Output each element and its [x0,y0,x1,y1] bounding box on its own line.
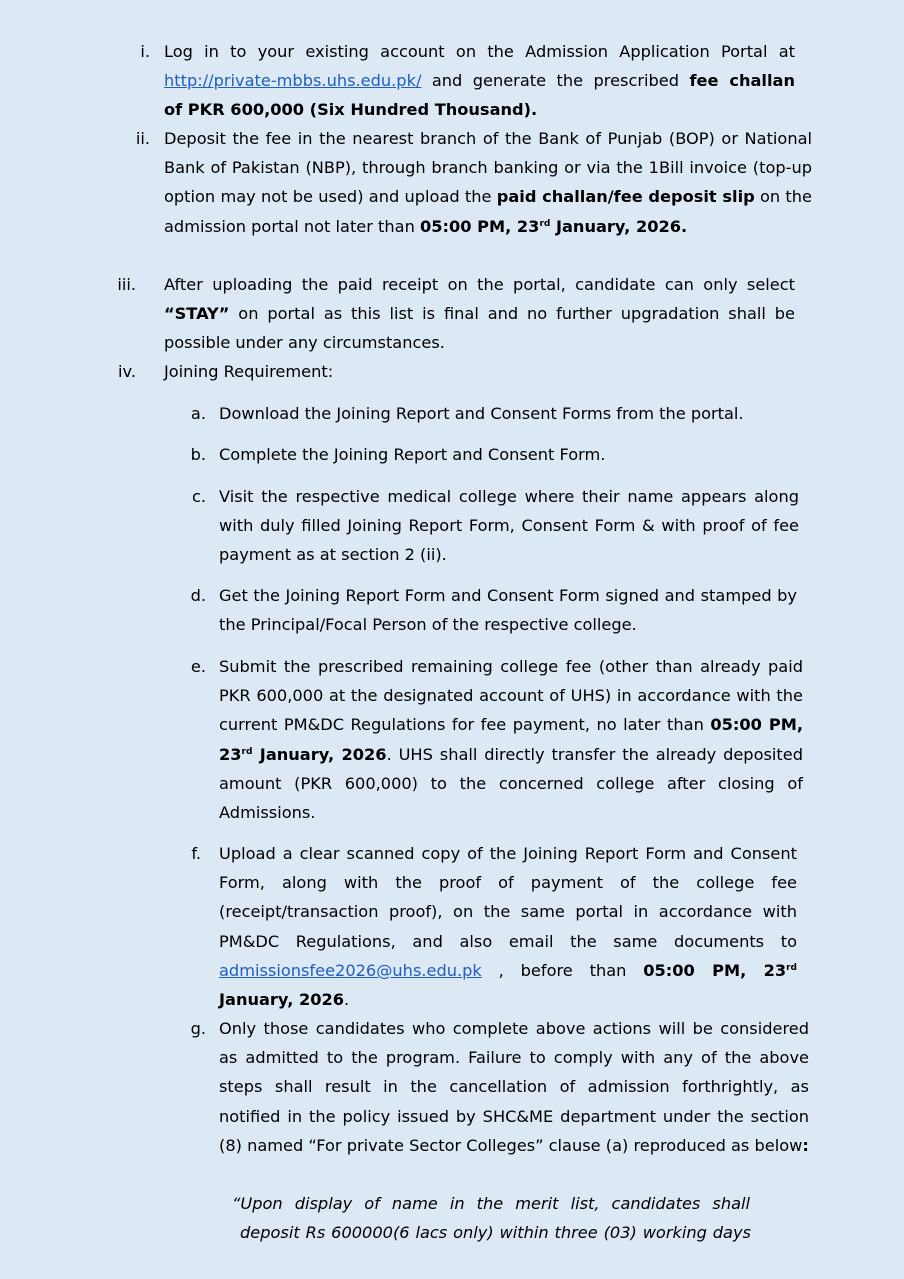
list-item-text: Deposit the fee in the nearest branch of the Bank of Punjab (BOP) or National Bank of Pakistan (NBP), through branch banking or via the 1Bill invoice (top-up option may not be used) and upload the paid challan/fee deposit slip on the admission portal not later than 05:00 PM, 23rd January, 2026. [164,129,812,236]
policy-quote-line1: “Upon display of name in the merit list, candidates shall [232,1194,750,1213]
list-marker: d. [190,586,206,605]
list-marker: f. [191,844,201,863]
list-marker: c. [191,487,206,506]
list-item-text: Get the Joining Report Form and Consent Form signed and stamped by the Principal/Focal Person of the respective college. [219,586,797,635]
list-item-text-line3: of PKR 600,000 (Six Hundred Thousand). [164,100,538,119]
list-marker: iv. [118,362,136,381]
list-item-text-line2: http://private-mbbs.uhs.edu.pk/ and generate the prescribed fee challan [164,71,795,90]
list-item-text: Submit the prescribed remaining college fee (other than already paid PKR 600,000 at the designated account of UHS) in accordance with the current PM&DC Regulations for fee payment, no later than 05:00 PM, 23rd January, 2026. UHS shall directly transfer the already deposited amount (PKR 600,000) to the concerned college after closing of Admissions. [219,657,803,823]
list-marker: ii. [135,129,150,148]
list-marker: b. [190,445,206,464]
list-marker: iii. [117,275,136,294]
list-item-text: Log in to your existing account on the Admission Application Portal at [164,42,795,61]
list-item-text: Download the Joining Report and Consent Forms from the portal. [219,404,744,423]
list-marker: i. [140,42,150,61]
email-link[interactable]: admissionsfee2026@uhs.edu.pk [219,960,482,980]
list-marker: e. [190,657,206,676]
list-item-text: Only those candidates who complete above actions will be considered as admitted to the program. Failure to comply with any of the above steps shall result in the cancellation of admission forthrightly, as notified in the policy issued by SHC&ME department under the section (8) named “For private Sector Colleges” clause (a) reproduced as below: [219,1019,809,1155]
portal-link[interactable]: http://private-mbbs.uhs.edu.pk/ [164,71,422,90]
list-item-text: Complete the Joining Report and Consent Form. [219,445,606,464]
list-item-text: After uploading the paid receipt on the portal, candidate can only select “STAY” on portal as this list is final and no further upgradation shall be possible under any circumstances. [164,275,795,353]
list-marker: g. [190,1019,206,1038]
list-item-text: Visit the respective medical college where their name appears along with duly filled Joining Report Form, Consent Form & with proof of fee payment as at section 2 (ii). [219,487,799,565]
list-item-text: Upload a clear scanned copy of the Joining Report Form and Consent Form, along with the proof of payment of the college fee (receipt/transaction proof), on the same portal in accordance with PM&DC Regulations, and also email the same documents to admissionsfee2026@uhs.edu.pk , before than 05:00 PM, 23rd January, 2026. [219,844,797,1010]
policy-quote-line2: deposit Rs 600000(6 lacs only) within three (03) working days [240,1223,751,1242]
list-item-text: Joining Requirement: [164,362,334,381]
list-marker: a. [190,404,206,423]
